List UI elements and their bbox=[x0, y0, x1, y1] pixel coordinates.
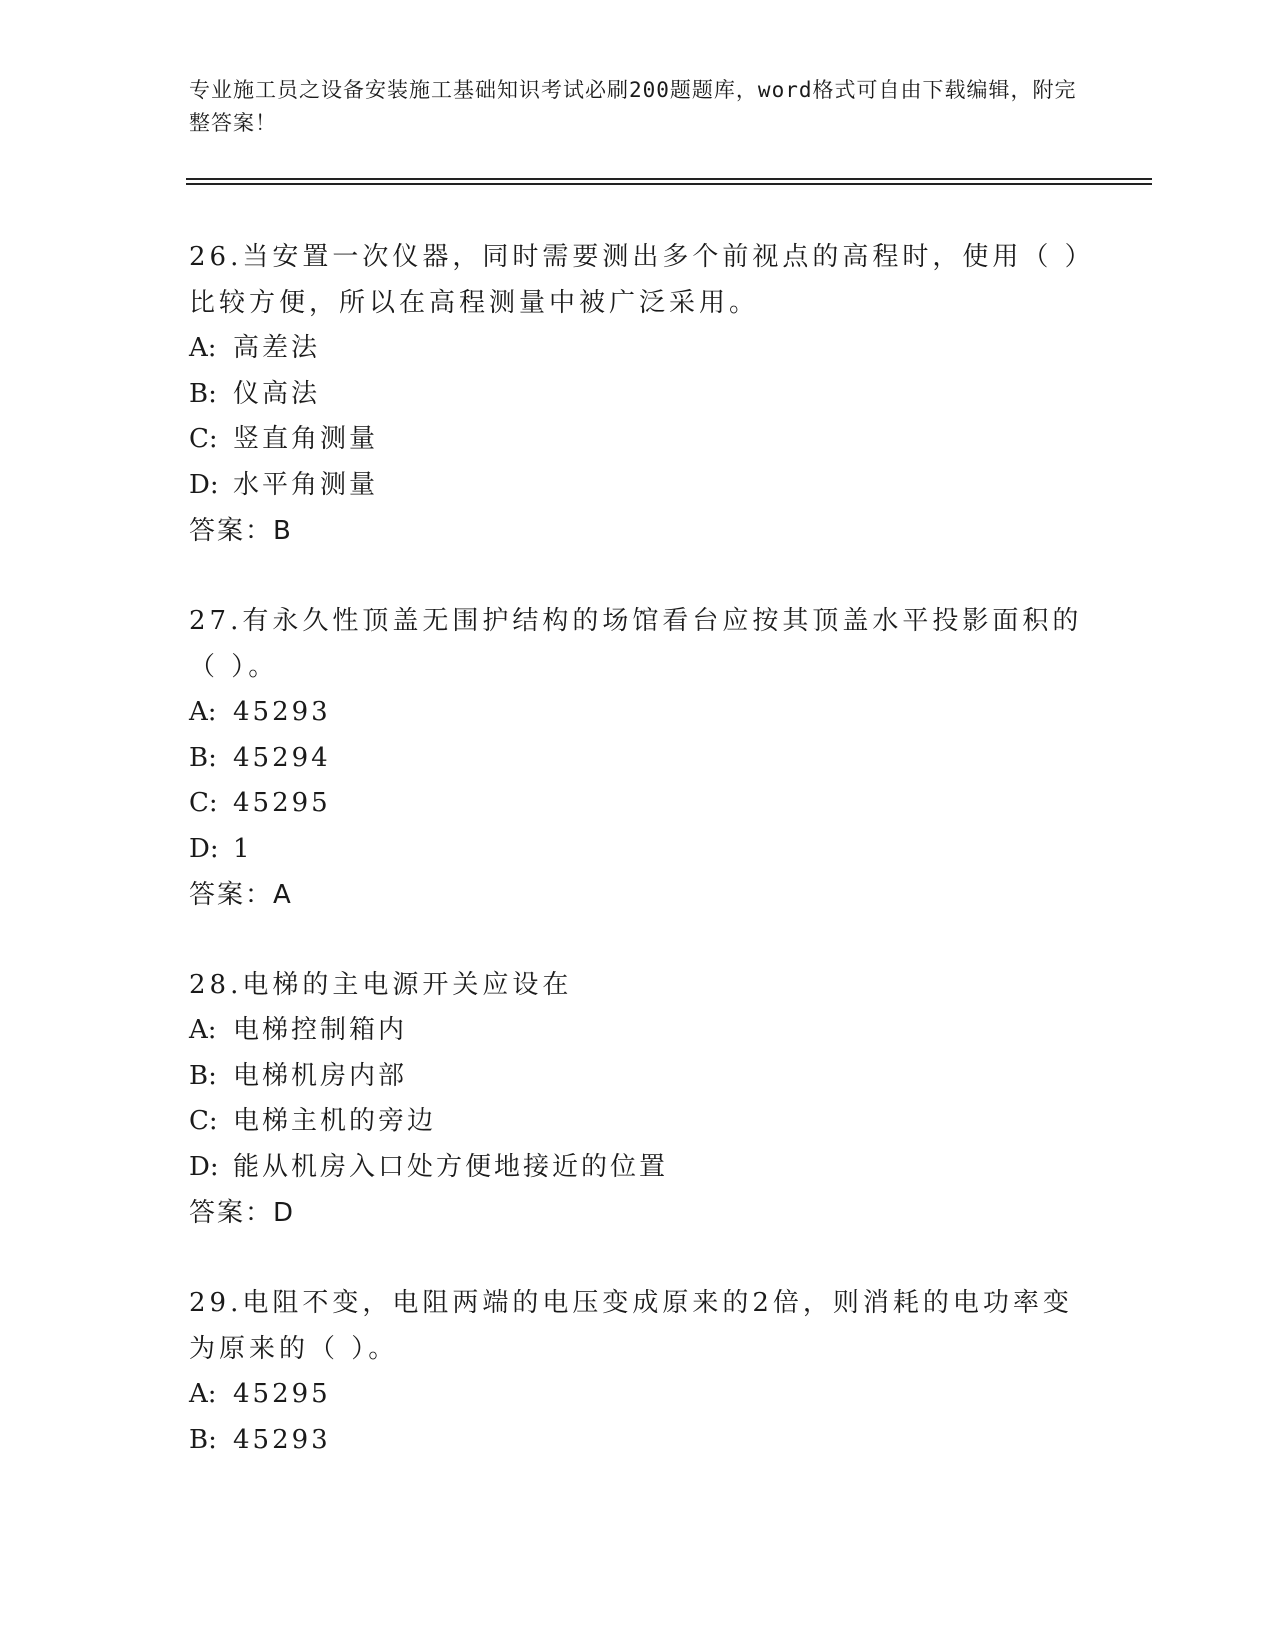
option-letter: C: bbox=[189, 788, 218, 818]
option-letter: D: bbox=[189, 1151, 219, 1182]
question-stem: 29.电阻不变，电阻两端的电压变成原来的2倍，则消耗的电功率变为原来的（ ）。 bbox=[189, 1288, 1073, 1364]
option-text: 竖直角测量 bbox=[233, 424, 379, 454]
option-a bbox=[189, 1008, 1089, 1054]
option-c bbox=[189, 781, 1089, 827]
option-letter: D: bbox=[189, 469, 219, 500]
question-list bbox=[189, 234, 1089, 1507]
question-28 bbox=[189, 962, 1089, 1236]
option-letter: C: bbox=[189, 1106, 218, 1136]
option-b bbox=[189, 736, 1089, 782]
option-letter: A: bbox=[189, 1015, 217, 1045]
option-letter: C: bbox=[189, 424, 218, 454]
option-d bbox=[189, 463, 1089, 509]
option-b bbox=[189, 1418, 1089, 1464]
option-text: 1 bbox=[233, 833, 253, 864]
answer-label: 答案：B bbox=[189, 516, 293, 546]
header-divider-bottom bbox=[186, 183, 1152, 185]
option-letter: A: bbox=[189, 1379, 217, 1409]
option-text: 能从机房入口处方便地接近的位置 bbox=[233, 1151, 669, 1182]
option-c bbox=[189, 417, 1089, 463]
question-stem: 27.有永久性顶盖无围护结构的场馆看台应按其顶盖水平投影面积的（ ）。 bbox=[189, 606, 1083, 682]
option-text: 电梯主机的旁边 bbox=[233, 1106, 437, 1136]
option-d bbox=[189, 827, 1089, 873]
option-text: 仪高法 bbox=[233, 378, 321, 409]
question-stem: 28.电梯的主电源开关应设在 bbox=[189, 970, 573, 1000]
document-header: 专业施工员之设备安装施工基础知识考试必刷200题题库，word格式可自由下载编辑，附完整答案！ bbox=[189, 78, 1077, 135]
option-d bbox=[189, 1145, 1089, 1191]
option-a bbox=[189, 690, 1089, 736]
option-text: 高差法 bbox=[233, 333, 321, 363]
option-text: 45295 bbox=[233, 1379, 331, 1409]
answer-label: 答案：D bbox=[189, 1198, 296, 1228]
option-text: 电梯控制箱内 bbox=[233, 1015, 408, 1045]
header-divider-top bbox=[186, 178, 1152, 180]
question-26 bbox=[189, 234, 1089, 554]
option-text: 45294 bbox=[233, 742, 331, 773]
option-a bbox=[189, 326, 1089, 372]
option-b bbox=[189, 372, 1089, 418]
question-29 bbox=[189, 1280, 1089, 1463]
option-letter: D: bbox=[189, 833, 219, 864]
option-letter: A: bbox=[189, 333, 217, 363]
option-letter: B: bbox=[189, 1060, 217, 1091]
option-c bbox=[189, 1099, 1089, 1145]
question-stem: 26.当安置一次仪器，同时需要测出多个前视点的高程时，使用（ ）比较方便，所以在高程测量中被广泛采用。 bbox=[189, 242, 1082, 318]
question-27 bbox=[189, 598, 1089, 918]
option-text: 电梯机房内部 bbox=[233, 1060, 408, 1091]
option-text: 45295 bbox=[233, 788, 331, 818]
option-a bbox=[189, 1372, 1089, 1418]
option-text: 45293 bbox=[233, 1424, 331, 1455]
option-letter: B: bbox=[189, 1424, 217, 1455]
answer-label: 答案：A bbox=[189, 880, 293, 910]
option-letter: B: bbox=[189, 378, 217, 409]
option-text: 水平角测量 bbox=[233, 469, 379, 500]
option-letter: A: bbox=[189, 697, 217, 727]
option-text: 45293 bbox=[233, 697, 331, 727]
option-letter: B: bbox=[189, 742, 217, 773]
option-b bbox=[189, 1054, 1089, 1100]
